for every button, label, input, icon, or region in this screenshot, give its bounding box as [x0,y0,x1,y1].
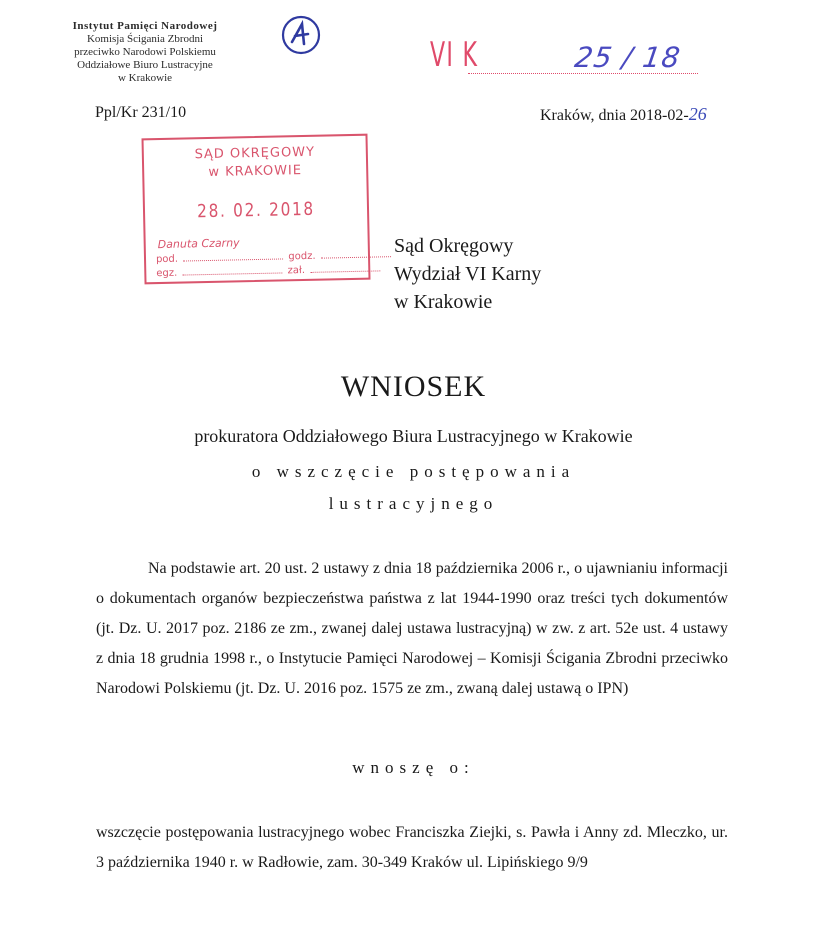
institution-line-2: Komisja Ścigania Zbrodni [86,33,204,45]
stamp-dotted-line [310,270,380,272]
stamp-row-2-right: zał. [287,264,306,277]
stamp-row-1 [156,249,393,265]
institution-stamp [50,20,240,85]
addressee-line-3: w Krakowie [394,291,493,313]
stamp-dotted-line [183,258,283,261]
legal-basis-paragraph: Na podstawie art. 20 ust. 2 ustawy z dnia 18 października 2006 r., o ujawnianiu informacji o dokumentach organów bezpieczeństwa państwa z lat 1944-1990 oraz treści tych dokumentów (jt. Dz. U. 2017 poz. 2186 ze zm., zwanej dalej ustawa lustracyjną) w zw. z art. 52e ust. 4 ustawy z dnia 18 grudnia 1998 r., o Instytucie Pamięci Narodowej – Komisji Ścigania Zbrodni przeciwko Narodowi Polskiemu (jt. Dz. U. 2016 poz. 1575 ze zm., zwaną dalej ustawą o IPN) [96,560,728,697]
stamp-row-1-right: godz. [288,250,316,263]
stamp-court-name: SĄD OKRĘGOWY [194,144,316,163]
request-heading: wnoszę o: [352,758,475,777]
file-number: 25 / 18 [572,41,683,74]
court-received-stamp [141,134,370,285]
case-signature: Ppl/Kr 231/10 [95,104,187,121]
document-subtitle-2: o wszczęcie postępowania [251,462,576,481]
addressee-line-1: Sąd Okręgowy [394,235,514,257]
stamp-clerk-name: Danuta Czarny [157,236,240,252]
addressee-line-2: Wydział VI Karny [394,263,542,285]
stamp-dotted-line [321,256,391,258]
institution-line-4: Oddziałowe Biuro Lustracyjne [77,59,213,71]
stamp-court-city: w KRAKOWIE [208,163,303,180]
file-department: VI K [430,35,479,75]
date-printed: Kraków, dnia 2018-02- [540,107,689,124]
stamp-dotted-line [182,272,282,275]
request-paragraph: wszczęcie postępowania lustracyjnego wobec Franciszka Ziejki, s. Pawła i Anny zd. Mleczko, ur. 3 października 1940 r. w Radłowie, zam. 30-349 Kraków ul. Lipińskiego 9/9 [96,824,728,871]
addressee-block [394,232,541,316]
registry-mark-icon [280,14,322,56]
stamp-row-2 [156,263,382,279]
institution-line-5: w Krakowie [117,72,173,84]
file-reference [430,35,710,85]
document-subtitle: prokuratora Oddziałowego Biura Lustracyjnego w Krakowie [194,426,633,446]
institution-line-1: Instytut Pamięci Narodowej [72,20,218,32]
stamp-date: 28. 02. 2018 [196,198,316,223]
document-date [540,104,707,125]
stamp-row-2-left: egz. [156,267,178,280]
stamp-row-1-left: pod. [155,253,179,266]
date-handwritten-day: 26 [688,104,707,124]
document-title: WNIOSEK [340,370,487,403]
document-subtitle-3: lustracyjnego [328,494,499,513]
institution-line-3: przeciwko Narodowi Polskiemu [74,46,216,58]
